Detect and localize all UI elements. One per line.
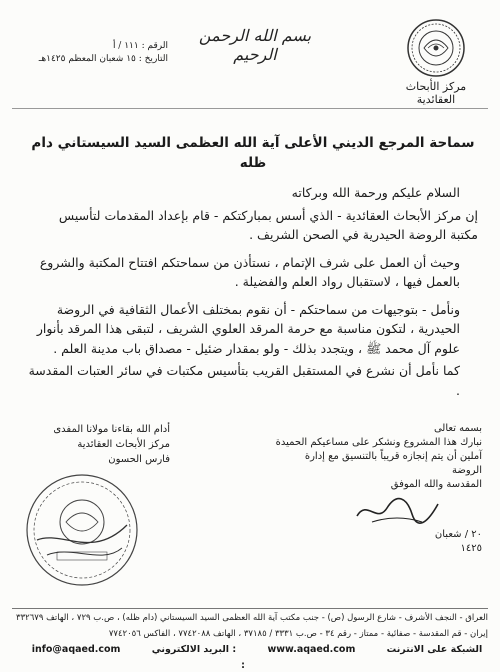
- ref-number-row: [18, 40, 168, 53]
- endorsement-year: ١٤٢٥: [460, 543, 482, 554]
- letter-addressee: سماحة المرجع الديني الأعلى آية الله العظمى السيد السيستاني دام ظله: [31, 135, 475, 171]
- basmala-heading: بسم الله الرحمن الرحيم: [198, 26, 312, 64]
- header-divider: [12, 108, 488, 109]
- letter-paragraph-4: كما نأمل أن نشرع في المستقبل القريب بتأسيس مكتبات في سائر العتبات المقدسة .: [28, 363, 460, 398]
- footer-email-label: البريد الالكتروني :: [151, 644, 237, 655]
- footer-address-iran: إيران - قم المقدسة - صفائية - ممتاز - رقم ٣٤ - ص.ب ٣٣٣١ / ٣٧١٨٥ ، الهاتف ٧٧٤٢٠٨٨ ، الفاكس ٧٧٤٢٠٥٦: [108, 629, 488, 639]
- footer-website[interactable]: www.aqaed.com: [267, 644, 356, 655]
- footer-web-row: [12, 642, 488, 672]
- org-logo-block: [386, 18, 486, 106]
- date-value: ١٥ شعبان المعظم ١٤٢٥هـ: [38, 54, 136, 64]
- endorsement-line-4: المقدسة والله الموفق: [390, 479, 482, 490]
- date-label: التاريخ :: [138, 54, 168, 64]
- letter-greeting: السلام عليكم ورحمة الله وبركاته: [291, 185, 460, 200]
- letter-paragraph-2: وحيث أن العمل على شرف الإتمام ، نستأذن من سماحتكم افتتاح المكتبة والشروع بالعمل فيها ، لاستقبال رواد العلم والفضيلة .: [39, 254, 460, 289]
- footer-email[interactable]: info@aqaed.com: [31, 644, 121, 655]
- endorsement-line-1: بسمه تعالى: [433, 423, 482, 434]
- letter-footer: [12, 608, 488, 672]
- letter-paragraph-3: ونأمل - بتوجيهات من سماحتكم - أن نقوم بمختلف الأعمال الثقافية في الروضة الحيدرية ، لتكون مناسبة مع حرمة المرقد العلوي الشريف ، لتبقى هذا المرقد بأنوار علوم آل محمد ﷺ ، ويتجدد بذلك - ولو بمقدار ضئيل - مصداق باب مدينة العلم .: [36, 301, 460, 356]
- endorsement-date: ٢٠ / شعبان: [434, 529, 482, 540]
- marja-endorsement: [272, 422, 482, 556]
- footer-website-label: الشبكة على الانترنت :: [241, 644, 483, 671]
- signature-icon: [352, 494, 442, 528]
- reference-block: [18, 40, 168, 66]
- sender-line-1: أدام الله بقاءنا مولانا المفدى: [53, 424, 170, 435]
- ref-number-value: ١١١ / أ: [112, 41, 139, 51]
- letter-paragraph-1: إن مركز الأبحاث العقائدية - الذي أسس بمباركتكم - قام بإعداد المقدمات لتأسيس مكتبة الروضة الحيدرية في الصحن الشريف .: [58, 207, 478, 242]
- sender-line-2: مركز الأبحاث العقائدية: [77, 439, 170, 450]
- sender-line-3: فارس الحسون: [108, 454, 170, 465]
- date-row: [18, 53, 168, 66]
- org-name: مركز الأبحاث العقائدية: [405, 80, 467, 106]
- stamp-icon: [22, 470, 142, 590]
- ref-number-label: الرقم :: [141, 41, 168, 51]
- footer-address-iraq: العراق - النجف الأشرف - شارع الرسول (ص) - جنب مكتب آية الله العظمى السيد السيستاني (دام ظله) ، ص.ب ٧٢٩ ، الهاتف ٣٣٢٦٧٩: [12, 608, 488, 626]
- endorsement-line-3: آملين أن يتم إنجازه قريباً بالتنسيق مع إدارة الروضة: [304, 451, 482, 476]
- seal-logo-icon: [406, 18, 466, 78]
- endorsement-line-2: نبارك هذا المشروع ونشكر على مساعيكم الحميدة: [275, 437, 482, 448]
- letter-body: [28, 134, 478, 403]
- sender-signature: [20, 422, 170, 467]
